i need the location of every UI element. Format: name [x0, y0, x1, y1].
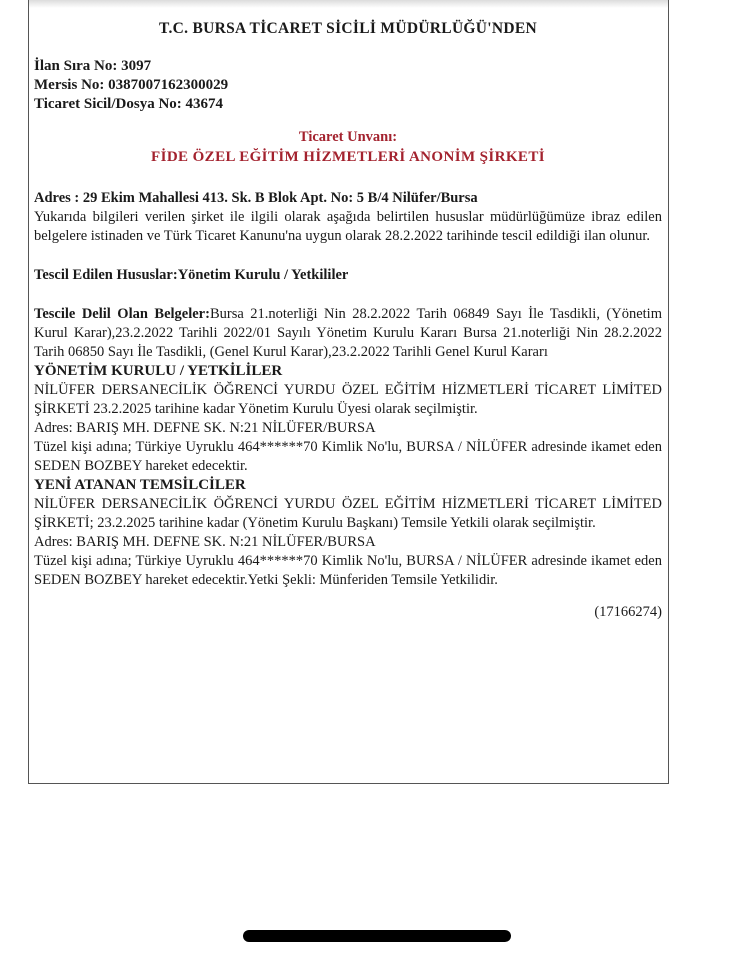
company-name: FİDE ÖZEL EĞİTİM HİZMETLERİ ANONİM ŞİRKETİ: [151, 149, 545, 165]
tescil-line: [34, 266, 662, 285]
temsilci-member: NİLÜFER DERSANECİLİK ÖĞRENCİ YURDU ÖZEL EĞİTİM HİZMETLERİ TİCARET LİMİTED ŞİRKETİ; 23.2.2025 tarihine kadar (Yönetim Kurulu Başkanı) Temsile Yetkili olarak seçilmiştir.: [34, 496, 662, 531]
temsilci-title: YENİ ATANAN TEMSİLCİLER: [34, 477, 246, 493]
yonetim-representative: Tüzel kişi adına; Türkiye Uyruklu 464******70 Kimlik No'lu, BURSA / NİLÜFER adresinde ikamet eden SEDEN BOZBEY hareket edecektir.: [34, 439, 662, 474]
ilan-sira-no: İlan Sıra No: 3097: [34, 58, 152, 74]
belgeler-text: Bursa 21.noterliği Nin 28.2.2022 Tarih 06849 Sayı İle Tasdikli, (Yönetim Kurul Karar),23.2.2022 Tarihli 2022/01 Sayılı Yönetim Kurulu Kararı Bursa 21.noterliği Nin 28.2.2022 Tarih 06850 Sayı İle Tasdikli, (Genel Kurul Karar),23.2.2022 Tarihli Genel Kurul Kararı: [34, 306, 662, 360]
tescil-value: Yönetim Kurulu / Yetkililer: [177, 267, 349, 283]
meta-block: [34, 57, 662, 114]
sicil-dosya-no: Ticaret Sicil/Dosya No: 43674: [34, 96, 224, 112]
announcement-text: Yukarıda bilgileri verilen şirket ile ilgili olarak aşağıda belirtilen hususlar müdürlüğümüze ibraz edilen belgelere istinaden ve Türk Ticaret Kanunu'na uygun olarak 28.2.2022 tarihinde tescil edildiği ilan olunur.: [34, 209, 662, 244]
company-address: Adres : 29 Ekim Mahallesi 413. Sk. B Blok Apt. No: 5 B/4 Nilüfer/Bursa: [34, 190, 478, 206]
belgeler-paragraph: [34, 305, 662, 362]
home-indicator[interactable]: [243, 930, 511, 942]
registry-title: T.C. BURSA TİCARET SİCİLİ MÜDÜRLÜĞÜ'NDEN: [158, 20, 538, 37]
yonetim-address: Adres: BARIŞ MH. DEFNE SK. N:21 NİLÜFER/BURSA: [34, 420, 376, 436]
temsilci-representative: Tüzel kişi adına; Türkiye Uyruklu 464******70 Kimlik No'lu, BURSA / NİLÜFER adresinde ikamet eden SEDEN BOZBEY hareket edecektir.Yetki Şekli: Münferiden Temsile Yetkilidir.: [34, 553, 662, 588]
announcement-content: [34, 20, 662, 636]
yonetim-member: NİLÜFER DERSANECİLİK ÖĞRENCİ YURDU ÖZEL EĞİTİM HİZMETLERİ TİCARET LİMİTED ŞİRKETİ 23.2.2025 tarihine kadar Yönetim Kurulu Üyesi olarak seçilmiştir.: [34, 382, 662, 417]
company-label: Ticaret Unvanı:: [298, 129, 398, 145]
yonetim-title: YÖNETİM KURULU / YETKİLİLER: [34, 363, 283, 379]
reference-number: (17166274): [594, 604, 662, 620]
temsilci-address: Adres: BARIŞ MH. DEFNE SK. N:21 NİLÜFER/BURSA: [34, 534, 376, 550]
mersis-no: Mersis No: 0387007162300029: [34, 77, 229, 93]
tescil-label: Tescil Edilen Hususlar:: [34, 267, 178, 283]
belgeler-label: Tescile Delil Olan Belgeler:: [34, 306, 210, 322]
